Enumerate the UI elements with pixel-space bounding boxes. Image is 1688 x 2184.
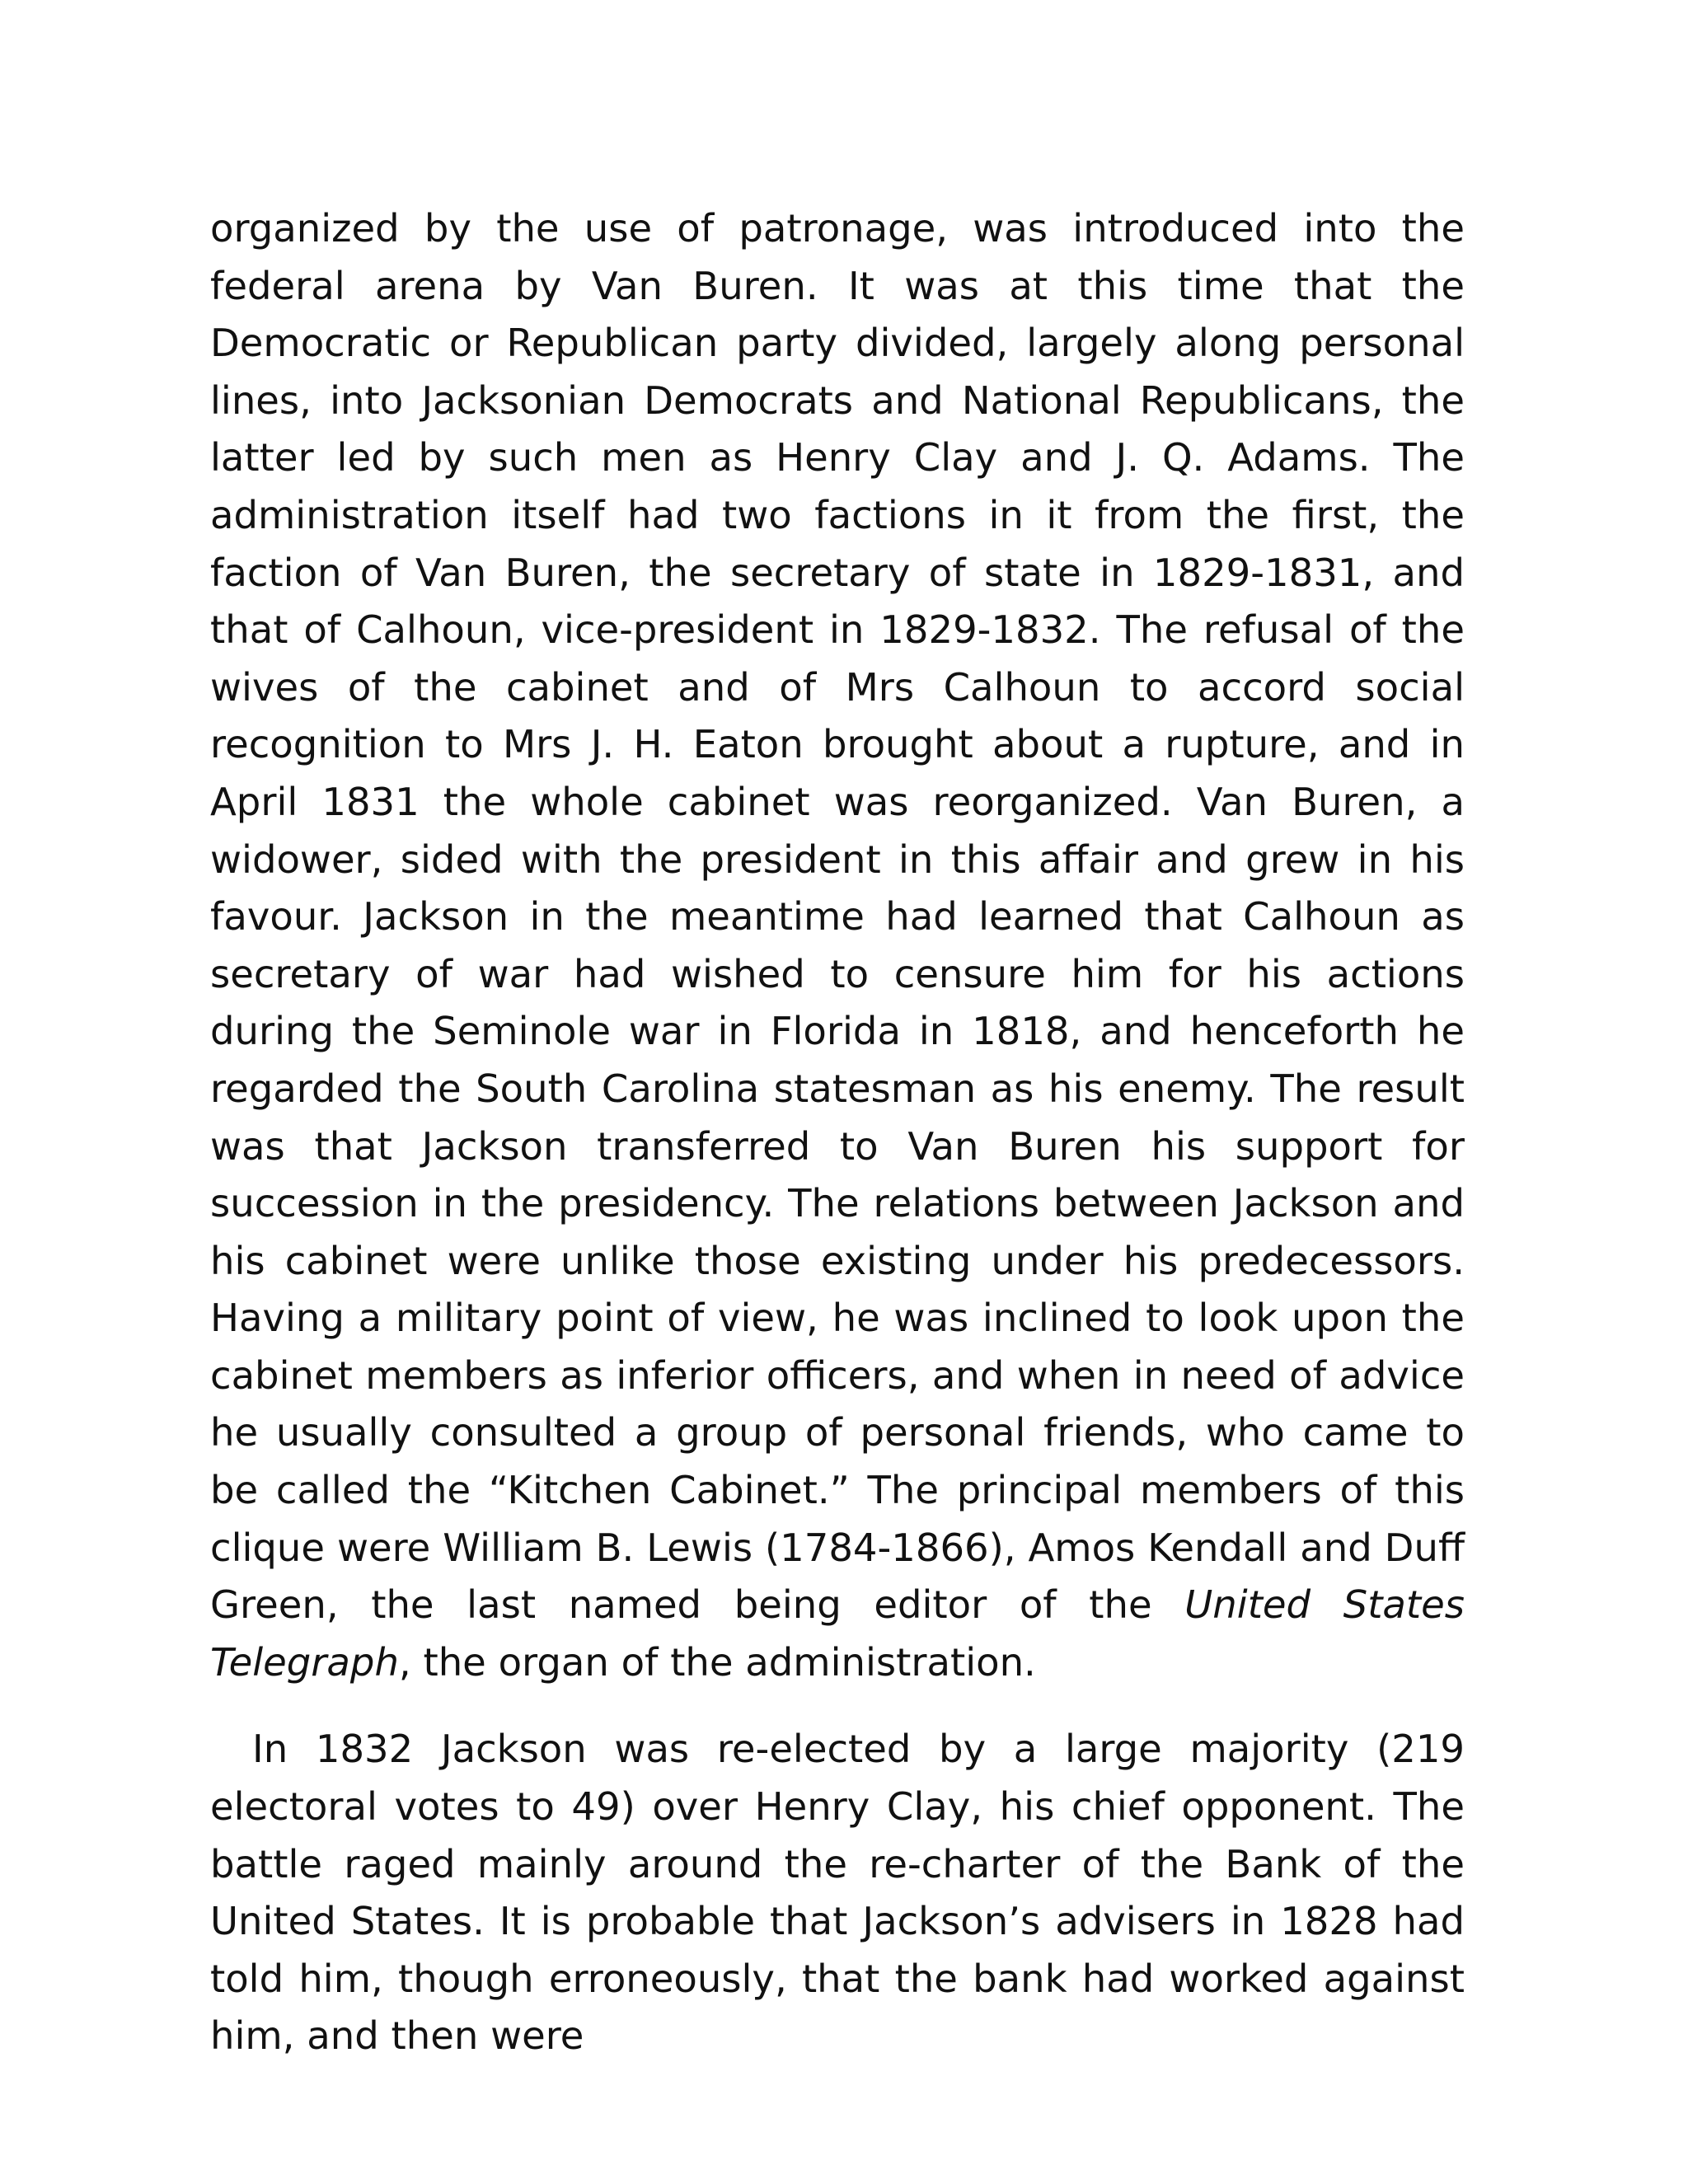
text-column bbox=[210, 200, 1465, 2065]
paragraph-1-text-before-italic: organized by the use of patronage, was introduced into the federal arena by Van Buren. It was at this time that the Democratic or Republican party divided, largely along personal lines, into Jacksonian Democrats and National Republicans, the latter led by such men as Henry Clay and J. Q. Adams. The administration itself had two factions in it from the first, the faction of Van Buren, the secretary of state in 1829-1831, and that of Calhoun, vice-president in 1829-1832. The refusal of the wives of the cabinet and of Mrs Calhoun to accord social recognition to Mrs J. H. Eaton brought about a rupture, and in April 1831 the whole cabinet was reorganized. Van Buren, a widower, sided with the president in this affair and grew in his favour. Jackson in the meantime had learned that Calhoun as secretary of war had wished to censure him for his actions during the Seminole war in Florida in 1818, and henceforth he regarded the South Carolina statesman as his enemy. The result was that Jackson transferred to Van Buren his support for succession in the presidency. The relations between Jackson and his cabinet were unlike those existing under his predecessors. Having a military point of view, he was inclined to look upon the cabinet members as inferior officers, and when in need of advice he usually consulted a group of personal friends, who came to be called the “Kitchen Cabinet.” The principal members of this clique were William B. Lewis (1784-1866), Amos Kendall and Duff Green, the last named being editor of the bbox=[210, 206, 1465, 1628]
paragraph-1 bbox=[210, 200, 1465, 1691]
newspaper-title: United States Telegraph bbox=[210, 1582, 1465, 1685]
paragraph-1-text-after-italic: , the organ of the administration. bbox=[398, 1639, 1036, 1685]
paragraph-2: In 1832 Jackson was re-elected by a large majority (219 electoral votes to 49) over Henry Clay, his chief opponent. The battle raged mainly around the re-charter of the Bank of the United States. It is probable that Jackson’s advisers in 1828 had told him, though erroneously, that the bank had worked against him, and then were bbox=[210, 1727, 1465, 2059]
